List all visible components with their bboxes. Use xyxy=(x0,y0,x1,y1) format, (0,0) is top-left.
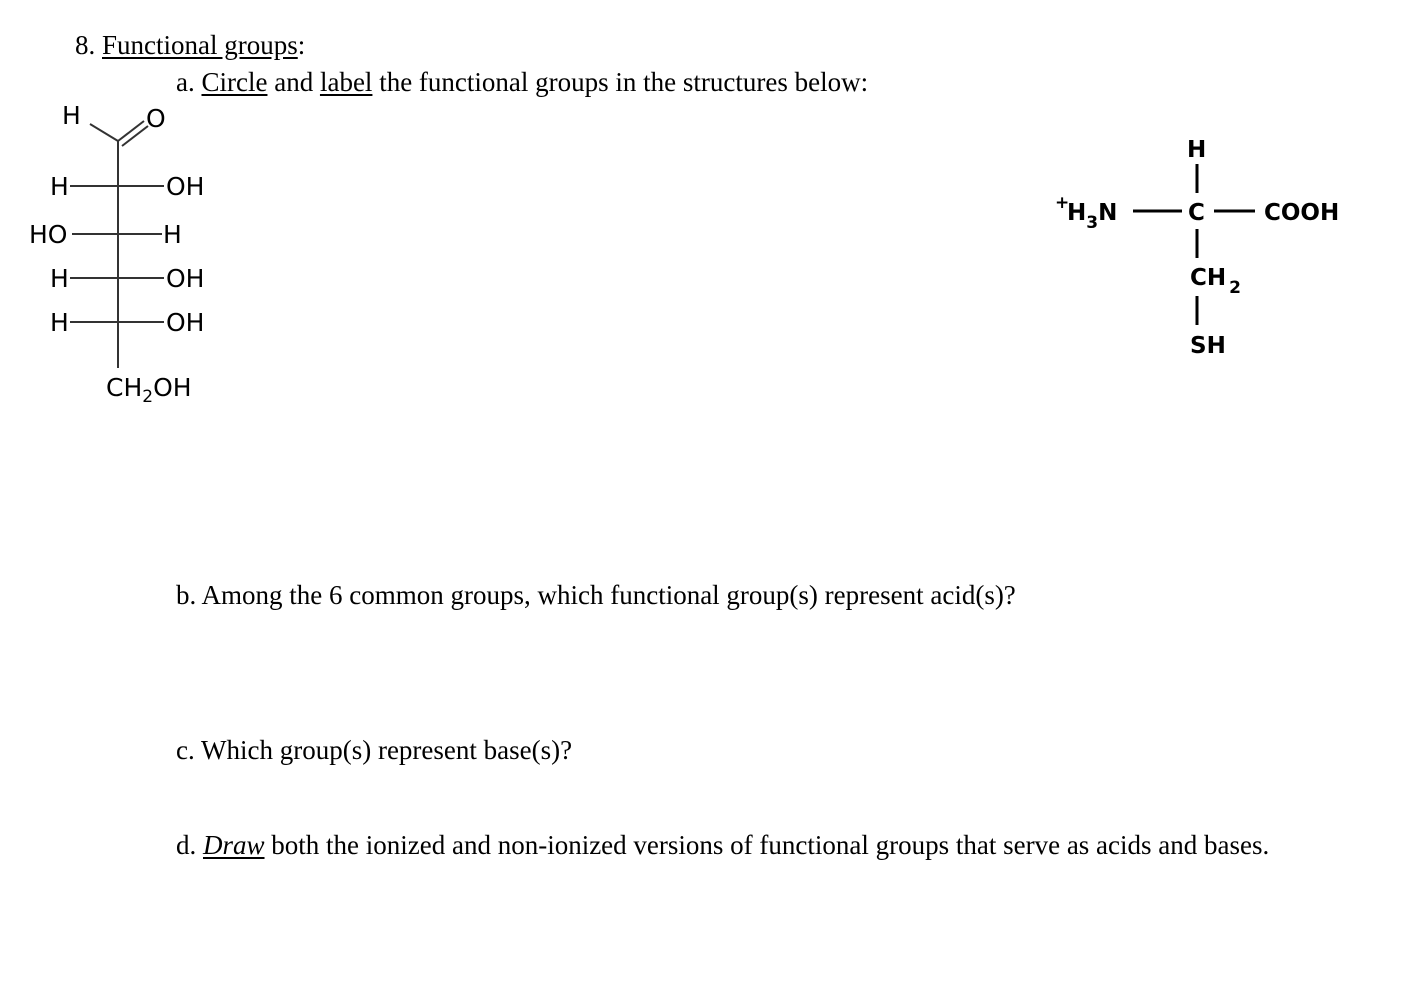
question-title: Functional groups xyxy=(102,30,298,60)
c5-left-label: H xyxy=(50,308,69,337)
amine-charge: + xyxy=(1055,193,1070,213)
c4-right-label: OH xyxy=(166,264,205,293)
methylene-label: CH $_2$ xyxy=(1190,265,1241,298)
carboxyl-label: COOH xyxy=(1264,200,1340,226)
c2-left-label: H xyxy=(50,172,69,201)
part-a-prompt: a. Circle and label the functional groups in the structures below: xyxy=(176,67,869,97)
top-h-label: H xyxy=(1187,137,1207,163)
aldehyde-h-label: H xyxy=(62,101,81,130)
question-number: 8. xyxy=(75,30,102,60)
c3-left-label: HO xyxy=(29,220,68,249)
c5-right-label: OH xyxy=(166,308,205,337)
aldehyde-o-label: O xyxy=(146,104,166,133)
label-keyword: label xyxy=(319,67,373,97)
cysteine-bonds xyxy=(1133,164,1255,325)
circle-keyword: Circle xyxy=(201,67,268,97)
part-b-prompt: b. Among the 6 common groups, which functional group(s) represent acid(s)? xyxy=(176,580,1016,610)
part-c-prompt: c. Which group(s) represent base(s)? xyxy=(176,735,573,765)
alpha-carbon-label: C xyxy=(1188,200,1205,226)
c4-left-label: H xyxy=(50,264,69,293)
c2-right-label: OH xyxy=(166,172,205,201)
ch2oh-label: $CH_2OH$ xyxy=(106,373,192,407)
part-d-prompt: d. Draw both the ionized and non-ionized versions of functional groups that serve as acids and bases. xyxy=(176,830,1270,860)
draw-keyword: Draw xyxy=(203,830,265,860)
question-colon: : xyxy=(297,30,306,60)
thiol-label: SH xyxy=(1190,333,1226,359)
amine-label: $H_3N$ xyxy=(1067,200,1118,233)
c3-right-label: H xyxy=(163,220,182,249)
